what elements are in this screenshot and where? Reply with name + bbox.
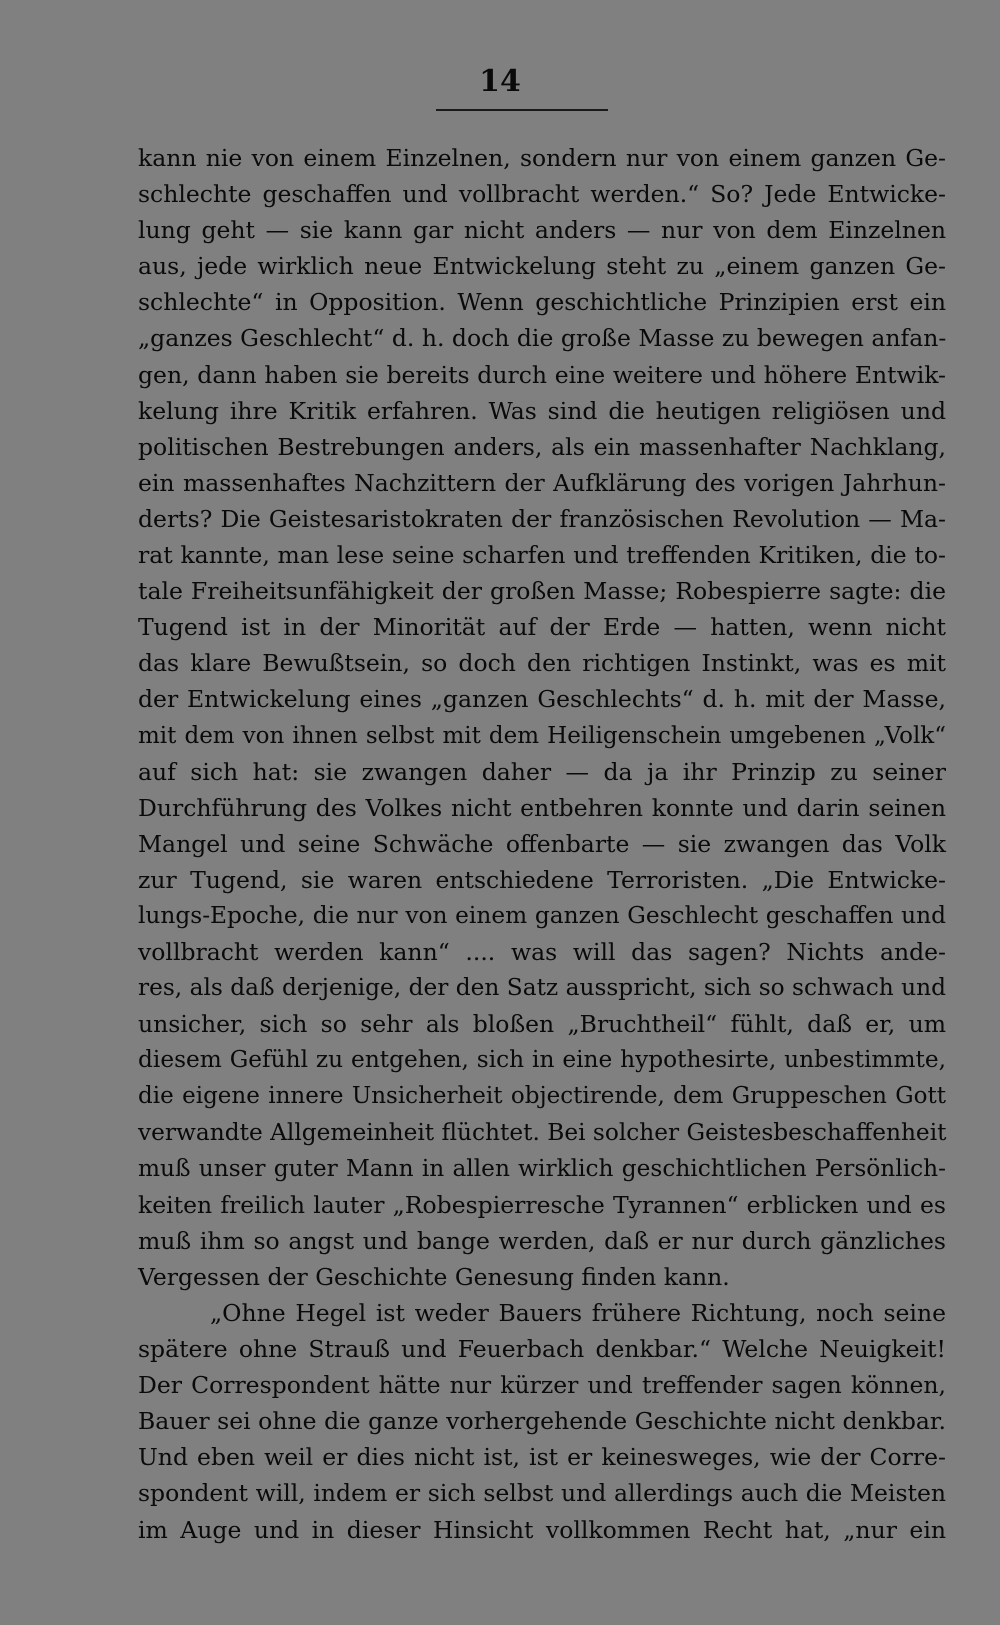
text-line: verwandte Allgemeinheit flüchtet. Bei solcher Geistesbeschaffenheit bbox=[138, 1118, 947, 1146]
text-line: „Ohne Hegel ist weder Bauers frühere Richtung, noch seine bbox=[210, 1299, 946, 1327]
text-line: politischen Bestrebungen anders, als ein massenhafter Nachklang, bbox=[138, 432, 946, 461]
text-line: muß ihm so angst und bange werden, daß er nur durch gänzliches bbox=[138, 1226, 946, 1255]
text-line: Bauer sei ohne die ganze vorhergehende Geschichte nicht denkbar. bbox=[138, 1407, 946, 1436]
text-line: Durchführung des Volkes nicht entbehren konnte und darin seinen bbox=[138, 793, 946, 822]
text-line: das klare Bewußtsein, so doch den richtigen Instinkt, was es mit bbox=[138, 649, 946, 678]
text-line: „ganzes Geschlecht“ d. h. doch die große Masse zu bewegen anfan- bbox=[138, 324, 947, 353]
text-line: tale Freiheitsunfähigkeit der großen Masse; Robespierre sagte: die bbox=[138, 577, 946, 606]
text-line: ein massenhaftes Nachzittern der Aufklärung des vorigen Jahrhun- bbox=[138, 468, 946, 497]
text-line: Der Correspondent hätte nur kürzer und treffender sagen können, bbox=[138, 1371, 946, 1400]
text-line: der Entwickelung eines „ganzen Geschlechts“ d. h. mit der Masse, bbox=[138, 685, 946, 714]
header-rule bbox=[436, 109, 608, 111]
text-line: vollbracht werden kann“ .... was will das sagen? Nichts ande- bbox=[138, 938, 946, 967]
text-line: Vergessen der Geschichte Genesung finden kann. bbox=[138, 1262, 730, 1291]
text-line: mit dem von ihnen selbst mit dem Heiligenschein umgebenen „Volk“ bbox=[138, 722, 946, 749]
text-line: Mangel und seine Schwäche offenbarte — sie zwangen das Volk bbox=[138, 829, 946, 858]
text-line: zur Tugend, sie waren entschiedene Terroristen. „Die Entwicke- bbox=[138, 865, 946, 894]
text-line: Tugend ist in der Minorität auf der Erde — hatten, wenn nicht bbox=[138, 613, 946, 642]
text-line: rat kannte, man lese seine scharfen und treffenden Kritiken, die to- bbox=[138, 541, 946, 570]
text-line: schlechte geschaffen und vollbracht werden.“ So? Jede Entwicke- bbox=[138, 180, 946, 209]
text-line: kelung ihre Kritik erfahren. Was sind die heutigen religiösen und bbox=[138, 396, 946, 425]
paragraph-2 bbox=[138, 1295, 946, 1548]
text-line: spätere ohne Strauß und Feuerbach denkbar.“ Welche Neuigkeit! bbox=[138, 1335, 946, 1364]
text-body bbox=[138, 140, 946, 1548]
text-line: die eigene innere Unsicherheit objectirende, dem Gruppeschen Gott bbox=[138, 1083, 946, 1110]
text-line: keiten freilich lauter „Robespierresche Tyrannen“ erblicken und es bbox=[138, 1190, 946, 1219]
text-line: lungs-Epoche, die nur von einem ganzen Geschlecht geschaffen und bbox=[138, 901, 946, 929]
text-line: muß unser guter Mann in allen wirklich geschichtlichen Persönlich- bbox=[138, 1154, 946, 1182]
text-line: lung geht — sie kann gar nicht anders — nur von dem Einzelnen bbox=[138, 216, 946, 245]
paragraph-1 bbox=[138, 140, 946, 1295]
text-line: kann nie von einem Einzelnen, sondern nur von einem ganzen Ge- bbox=[138, 144, 946, 172]
text-line: aus, jede wirklich neue Entwickelung steht zu „einem ganzen Ge- bbox=[138, 252, 946, 281]
text-line: im Auge und in dieser Hinsicht vollkommen Recht hat, „nur ein bbox=[138, 1515, 946, 1544]
text-line: diesem Gefühl zu entgehen, sich in eine hypothesirte, unbestimmte, bbox=[138, 1046, 946, 1074]
page-number: 14 bbox=[479, 64, 521, 99]
text-line: Und eben weil er dies nicht ist, ist er keinesweges, wie der Corre- bbox=[138, 1443, 946, 1472]
text-line: unsicher, sich so sehr als bloßen „Bruchtheil“ fühlt, daß er, um bbox=[138, 1010, 946, 1039]
text-line: res, als daß derjenige, der den Satz ausspricht, sich so schwach und bbox=[138, 974, 946, 1002]
text-line: spondent will, indem er sich selbst und allerdings auch die Meisten bbox=[138, 1479, 946, 1508]
text-line: schlechte“ in Opposition. Wenn geschichtliche Prinzipien erst ein bbox=[138, 288, 946, 317]
text-line: derts? Die Geistesaristokraten der französischen Revolution — Ma- bbox=[138, 504, 946, 533]
text-line: gen, dann haben sie bereits durch eine weitere und höhere Entwik- bbox=[138, 360, 946, 389]
text-line: auf sich hat: sie zwangen daher — da ja ihr Prinzip zu seiner bbox=[138, 757, 946, 786]
